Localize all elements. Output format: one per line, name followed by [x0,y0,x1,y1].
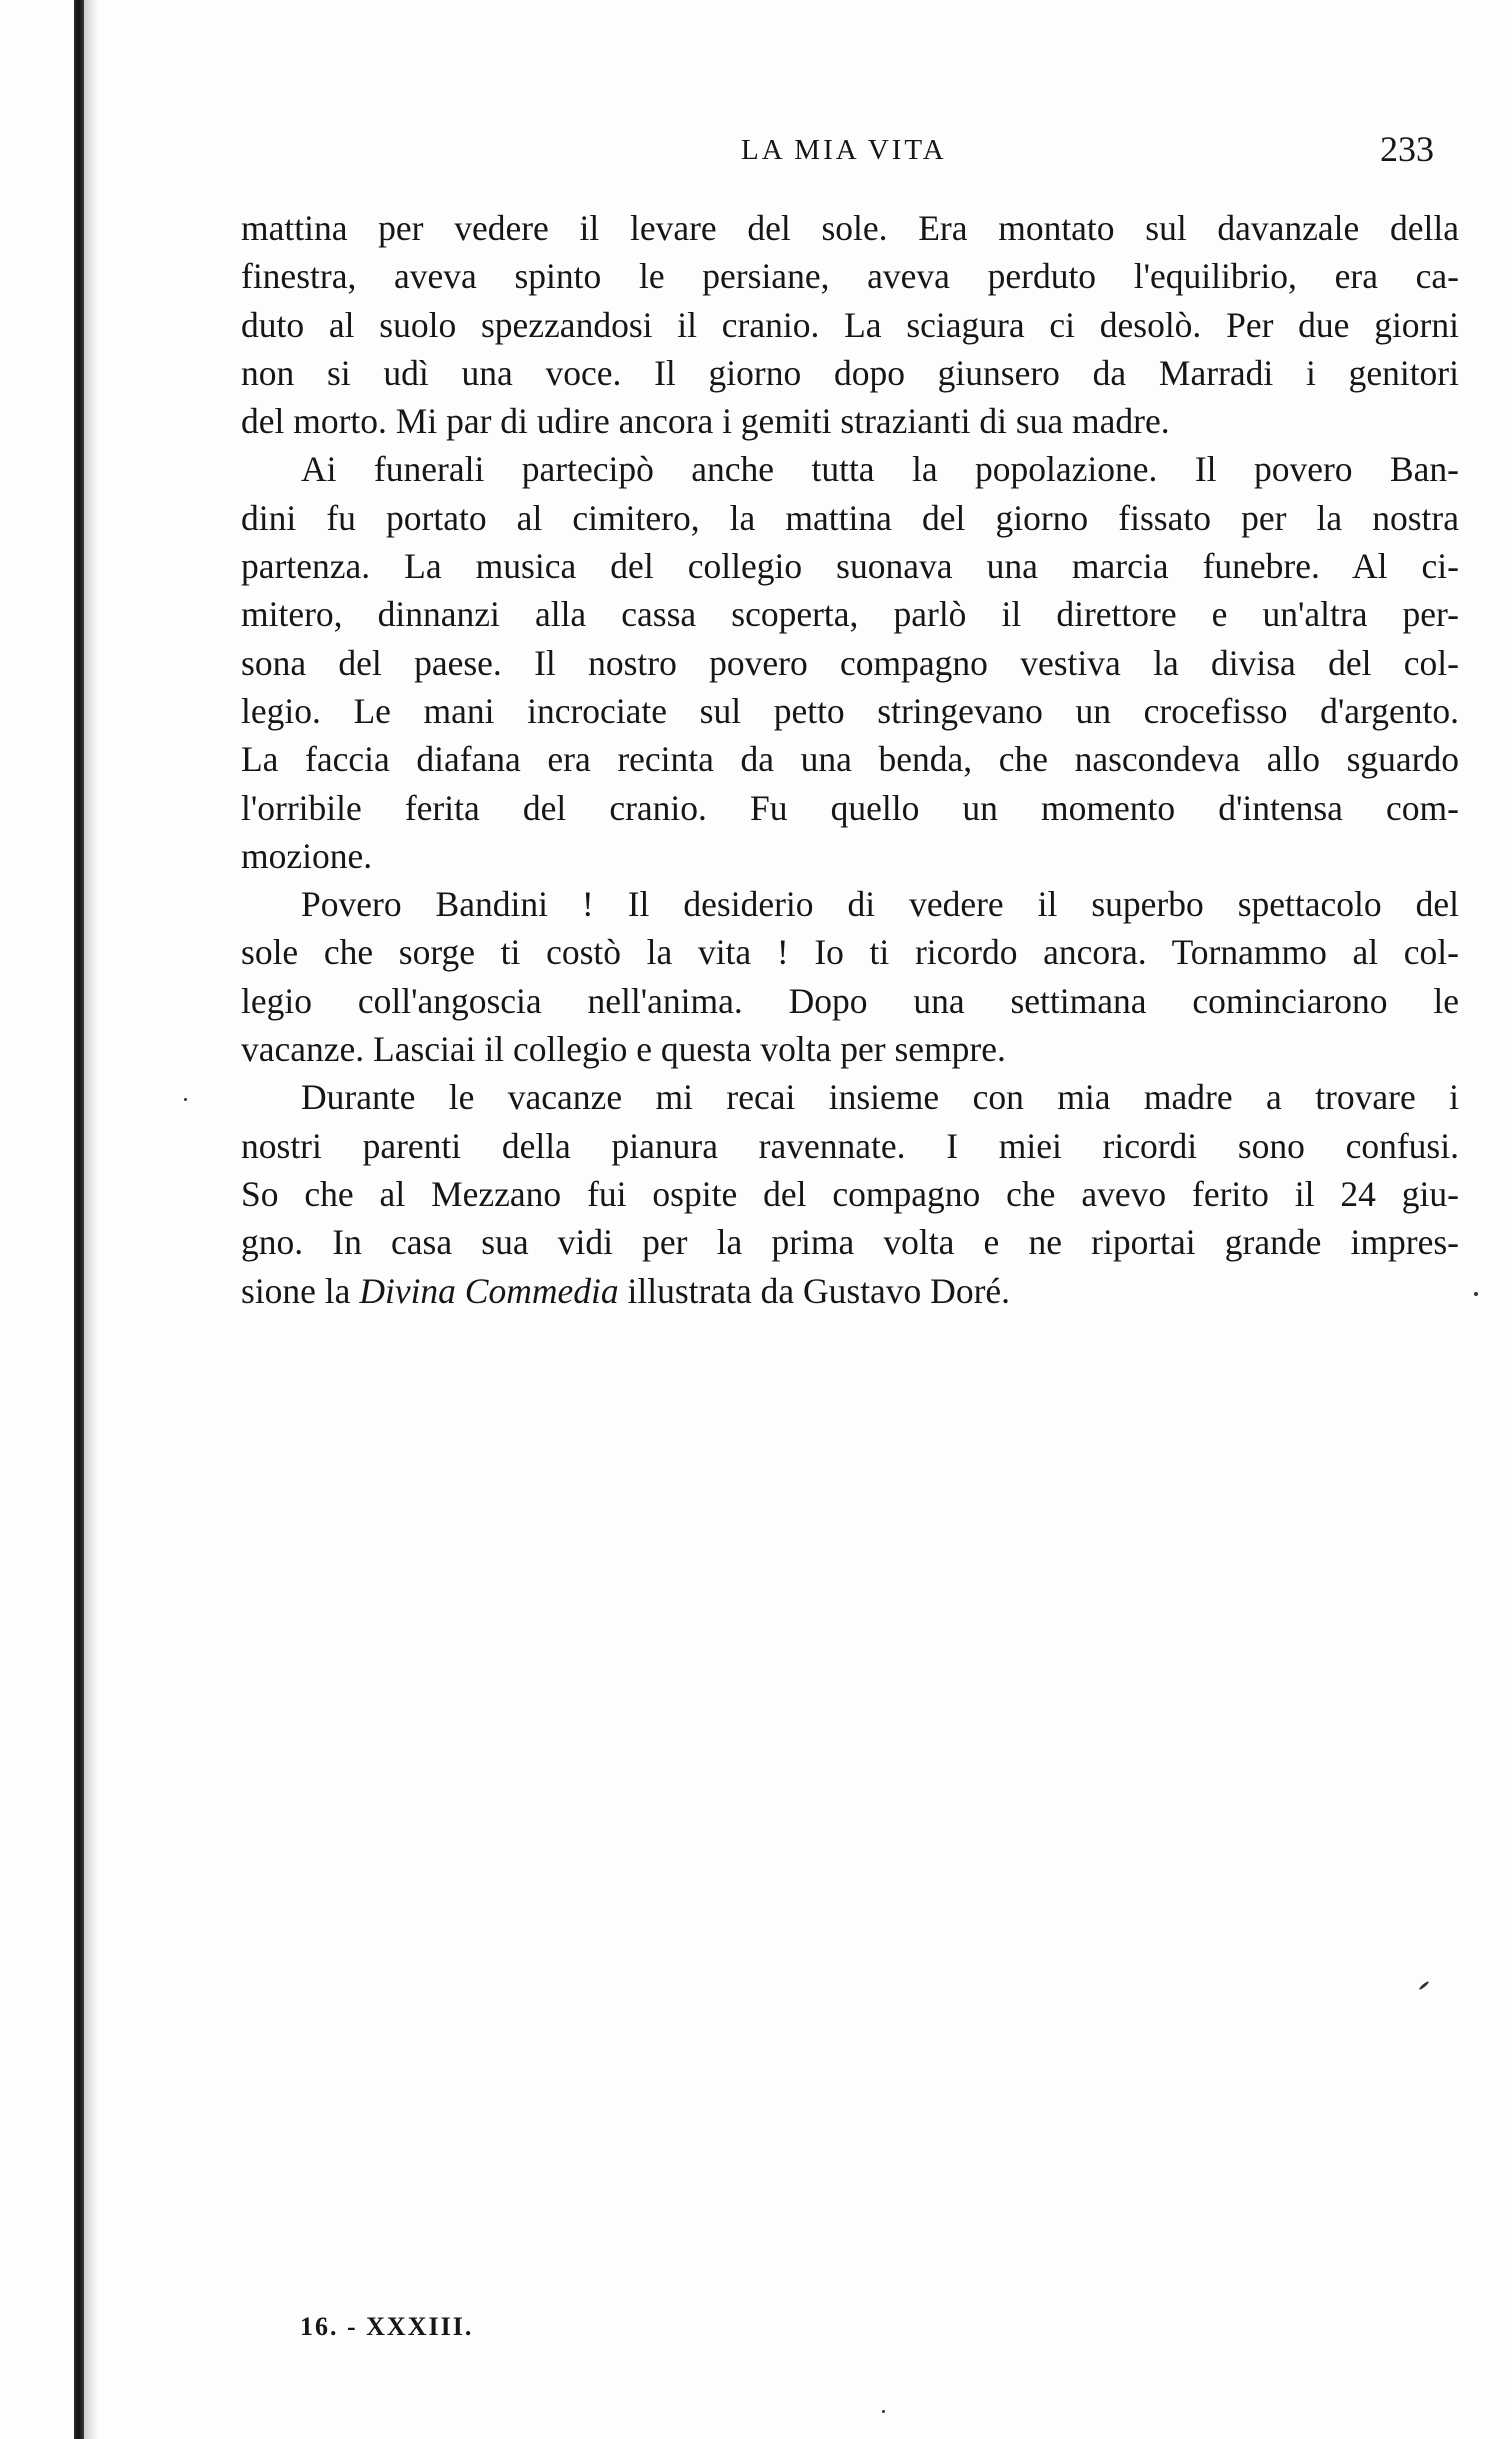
text-line: duto al suolo spezzandosi il cranio. La sciagura ci desolò. Per due giorni [241,304,1459,345]
text-line: l'orribile ferita del cranio. Fu quello un momento d'intensa com- [241,787,1459,828]
binding-shadow [84,0,98,2439]
scan-speck [1474,1292,1478,1296]
text-run: sione la [241,1270,360,1311]
text-line: Ai funerali partecipò anche tutta la popolazione. Il povero Ban- [301,449,1459,490]
text-line: non si udì una voce. Il giorno dopo giunsero da Marradi i genitori [241,352,1459,393]
binding-edge [74,0,84,2439]
running-head [0,128,1512,178]
text-line: vacanze. Lasciai il collegio e questa volta per sempre. [241,1029,1006,1070]
scan-speck [882,2410,885,2413]
text-line: finestra, aveva spinto le persiane, aveva perduto l'equilibrio, era ca- [241,256,1459,297]
signature-mark: 16. - XXXIII. [300,2312,474,2341]
book-title-italic: Divina Commedia [359,1270,619,1311]
text-line: mozione. [241,835,373,876]
scan-speck [1418,1980,1429,1990]
page-number: 233 [1380,129,1434,169]
text-line: Povero Bandini ! Il desiderio di vedere il superbo spettacolo del [301,884,1459,925]
text-line: dini fu portato al cimitero, la mattina del giorno fissato per la nostra [241,497,1459,538]
text-line: partenza. La musica del collegio suonava una marcia funebre. Al ci- [241,546,1459,587]
text-line-last [241,1267,1459,1315]
text-line: sole che sorge ti costò la vita ! Io ti ricordo ancora. Tornammo al col- [241,932,1459,973]
text-line: Durante le vacanze mi recai insieme con mia madre a trovare i [301,1077,1459,1118]
text-line: So che al Mezzano fui ospite del compagno che avevo ferito il 24 giu- [241,1173,1459,1214]
text-line: gno. In casa sua vidi per la prima volta e ne riportai grande impres- [241,1222,1459,1263]
text-line: sona del paese. Il nostro povero compagno vestiva la divisa del col- [241,642,1459,683]
scan-speck [184,1098,187,1101]
text-line: nostri parenti della pianura ravennate. I miei ricordi sono confusi. [241,1125,1459,1166]
text-run: illustrata da Gustavo Doré. [618,1270,1011,1311]
text-line: legio. Le mani incrociate sul petto stringevano un crocefisso d'argento. [241,690,1459,731]
body-text [241,204,1459,1315]
text-line: La faccia diafana era recinta da una benda, che nascondeva allo sguardo [241,739,1459,780]
running-title: LA MIA VITA [741,134,947,166]
text-line: mattina per vedere il levare del sole. Era montato sul davanzale della [241,208,1459,248]
text-line: del morto. Mi par di udire ancora i gemiti strazianti di sua madre. [241,401,1170,442]
text-line: legio coll'angoscia nell'anima. Dopo una settimana cominciarono le [241,980,1459,1021]
text-line: mitero, dinnanzi alla cassa scoperta, parlò il direttore e un'altra per- [241,594,1459,635]
